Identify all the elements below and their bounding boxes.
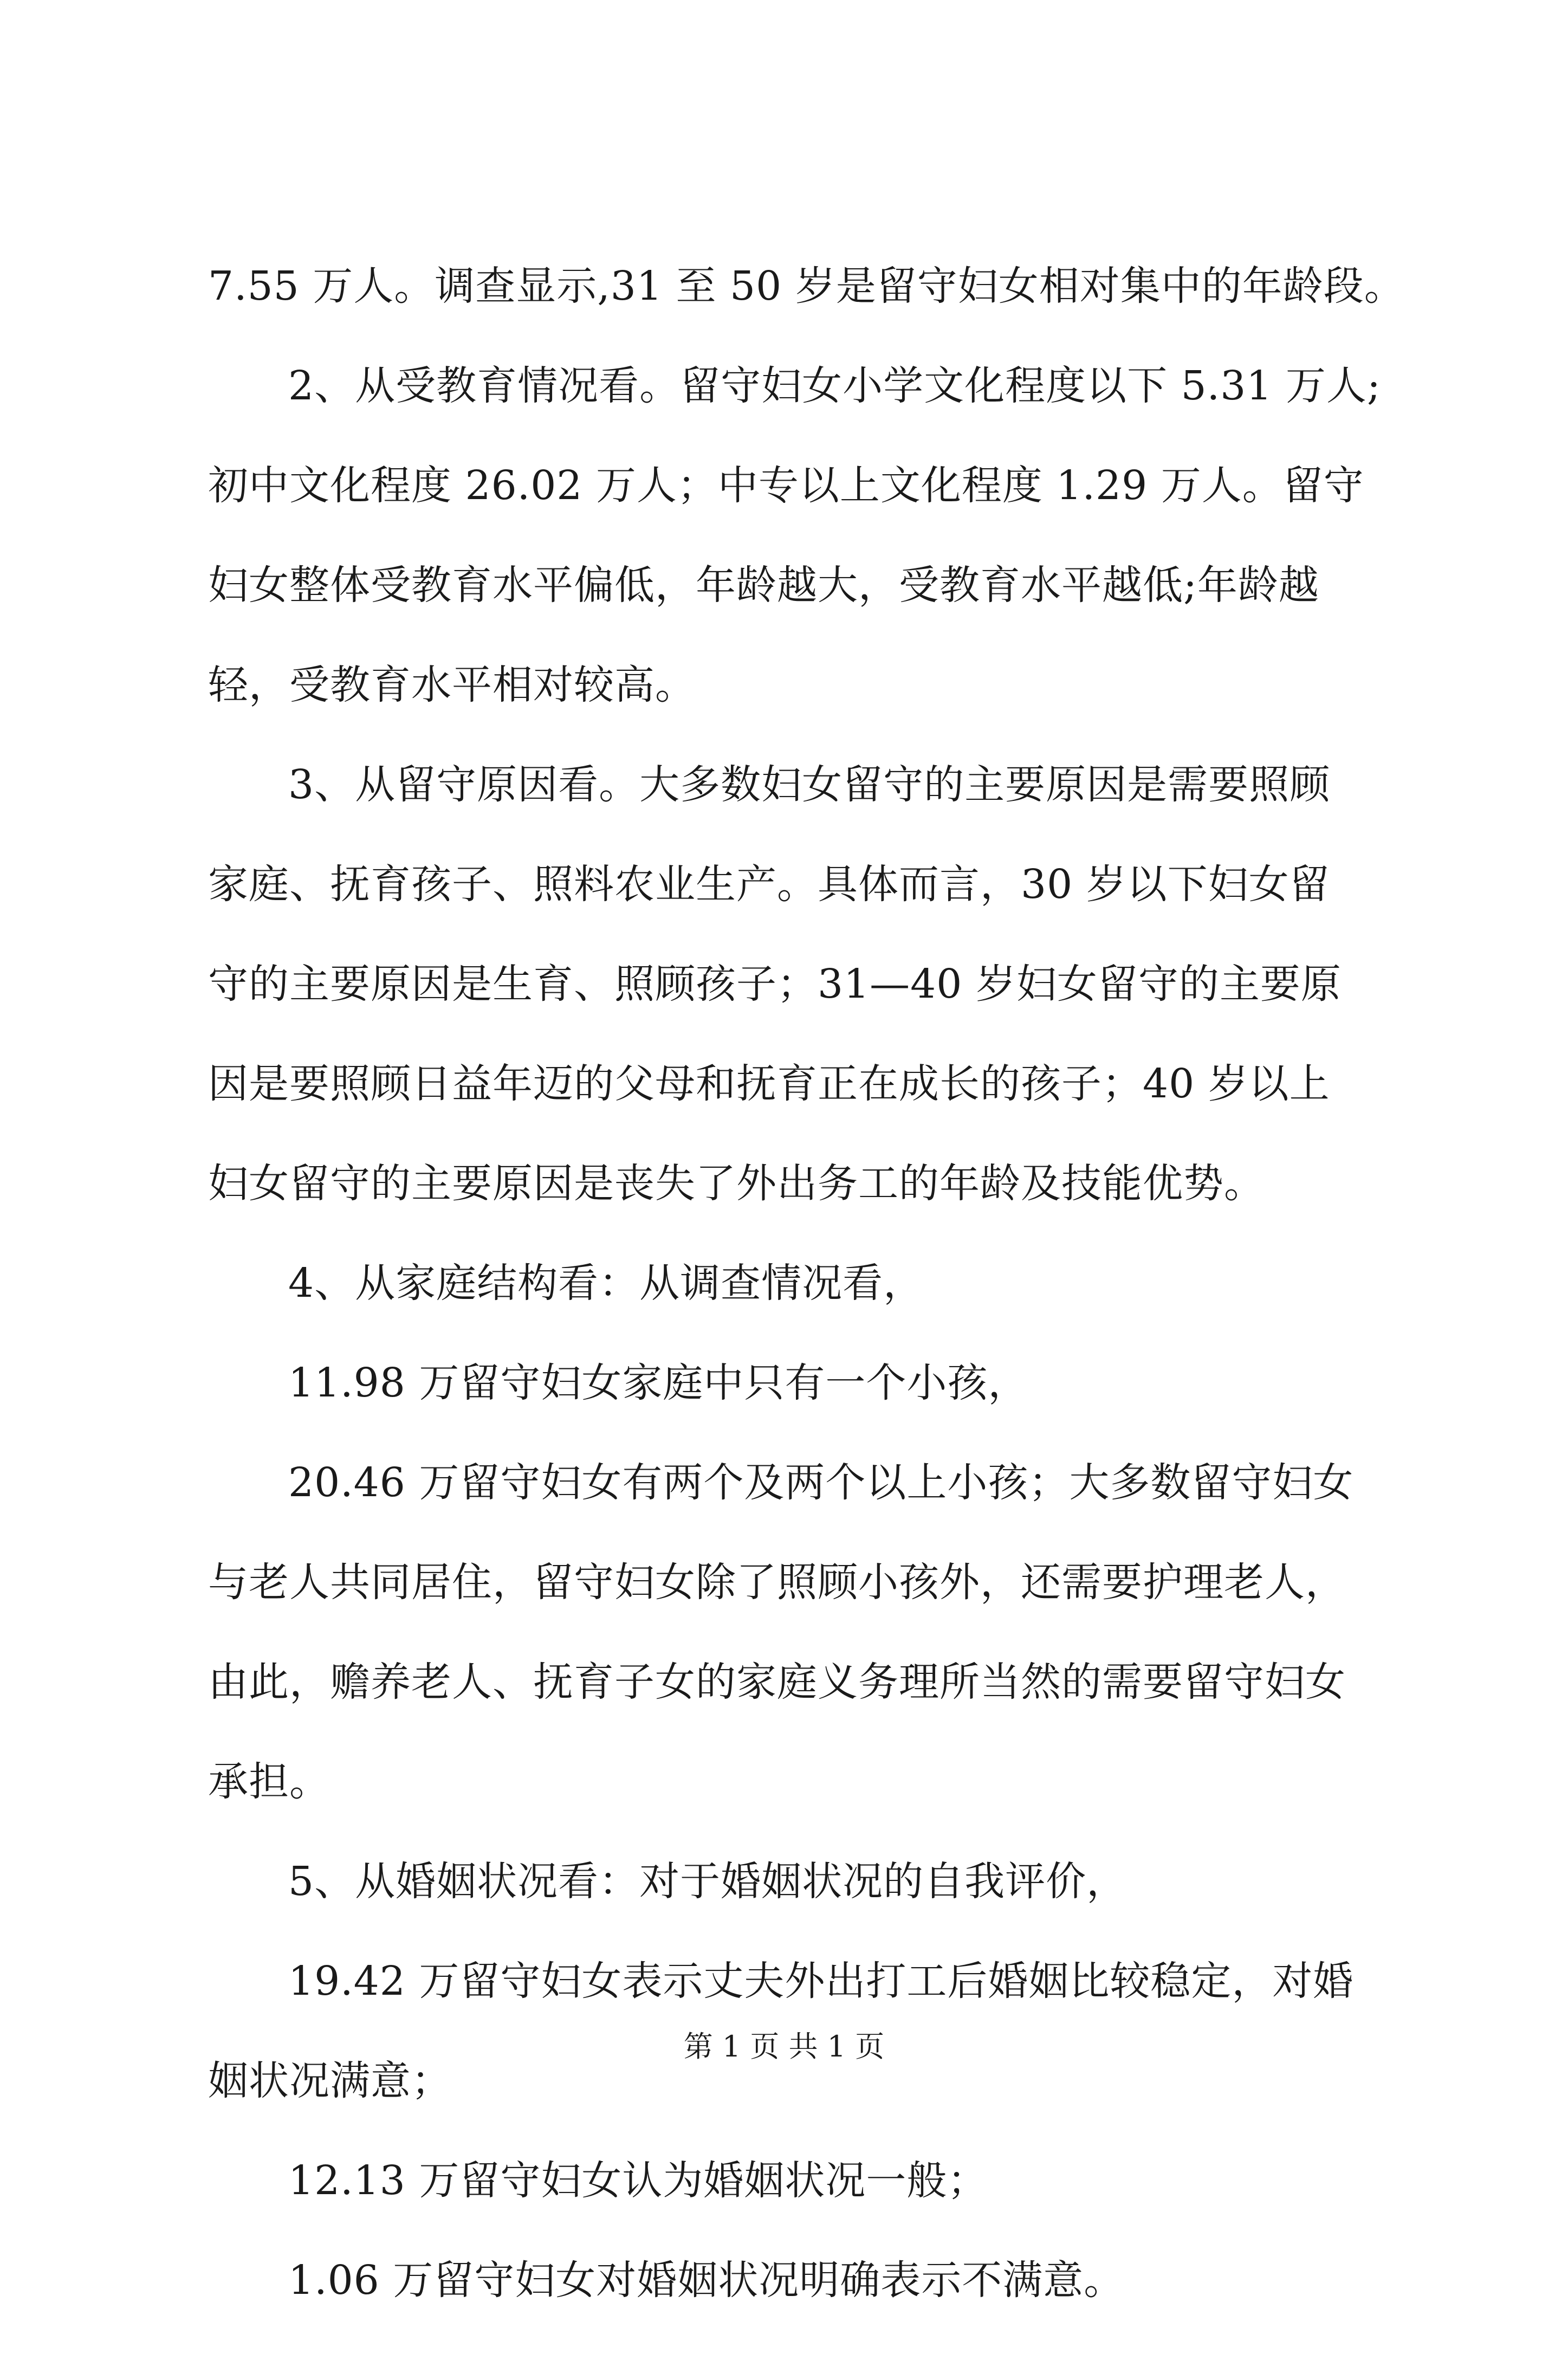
text-line: 12.13 万留守妇女认为婚姻状况一般； (288, 2157, 988, 2204)
text-line: 5、从婚姻状况看：对于婚姻状况的自我评价， (288, 1858, 1128, 1905)
text-line: 11.98 万留守妇女家庭中只有一个小孩， (288, 1360, 1029, 1406)
text-line: 4、从家庭结构看：从调查情况看， (288, 1260, 924, 1307)
text-line: 由此，赡养老人、抚育子女的家庭义务理所当然的需要留守妇女 (208, 1659, 1346, 1705)
text-line: 姻状况满意； (208, 2058, 452, 2104)
text-line: 3、从留守原因看。大多数妇女留守的主要原因是需要照顾 (288, 761, 1331, 808)
page-number-label: 第 1 页 共 1 页 (683, 2029, 885, 2064)
text-line: 家庭、抚育孩子、照料农业生产。具体而言，30 岁以下妇女留 (208, 861, 1330, 908)
page-footer (0, 2028, 1568, 2066)
text-line: 因是要照顾日益年迈的父母和抚育正在成长的孩子；40 岁以上 (208, 1060, 1330, 1107)
text-line: 妇女留守的主要原因是丧失了外出务工的年龄及技能优势。 (208, 1160, 1265, 1207)
text-line: 承担。 (208, 1758, 330, 1805)
text-line: 2、从受教育情况看。留守妇女小学文化程度以下 5.31 万人; (288, 363, 1381, 409)
text-line: 与老人共同居住，留守妇女除了照顾小孩外，还需要护理老人， (208, 1559, 1346, 1606)
text-line: 妇女整体受教育水平偏低，年龄越大，受教育水平越低;年龄越 (208, 562, 1319, 609)
text-line: 轻，受教育水平相对较高。 (208, 662, 696, 708)
text-line: 1.06 万留守妇女对婚姻状况明确表示不满意。 (288, 2257, 1125, 2304)
text-line: 7.55 万人。调查显示,31 至 50 岁是留守妇女相对集中的年龄段。 (208, 263, 1405, 309)
text-line: 初中文化程度 26.02 万人；中专以上文化程度 1.29 万人。留守 (208, 462, 1364, 509)
text-line: 20.46 万留守妇女有两个及两个以上小孩；大多数留守妇女 (288, 1459, 1354, 1506)
text-line: 19.42 万留守妇女表示丈夫外出打工后婚姻比较稳定，对婚 (288, 1958, 1354, 2004)
text-line: 守的主要原因是生育、照顾孩子；31—40 岁妇女留守的主要原 (208, 961, 1342, 1007)
